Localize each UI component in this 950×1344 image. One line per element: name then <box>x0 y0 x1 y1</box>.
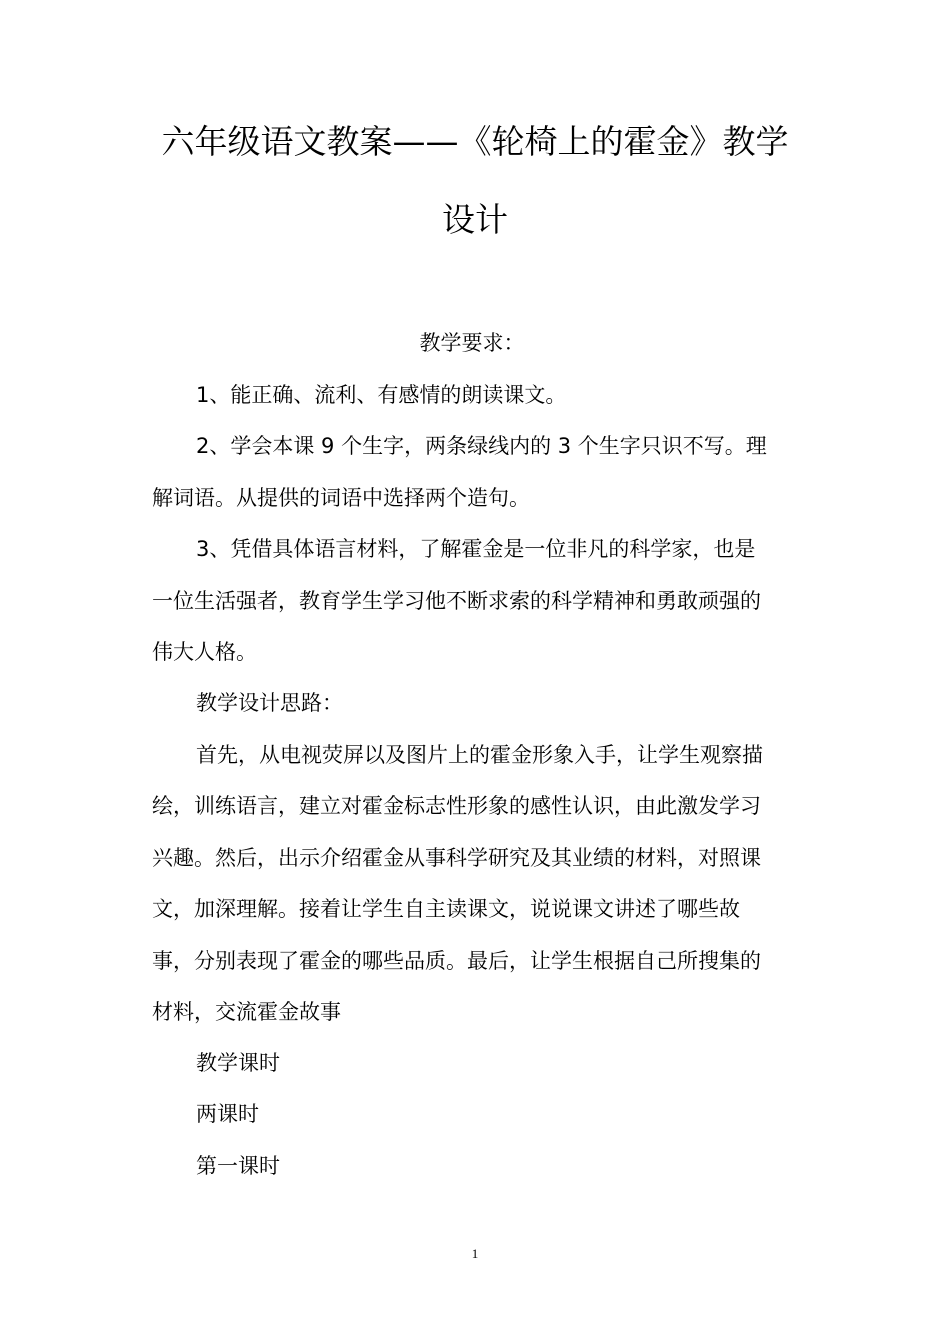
design-heading: 教学设计思路： <box>196 691 343 715</box>
design-paragraph-line: 事，分别表现了霍金的哪些品质。最后，让学生根据自己所搜集的 <box>152 949 761 973</box>
requirement-item-2-line-2: 解词语。从提供的词语中选择两个造句。 <box>152 486 530 510</box>
design-paragraph-line: 绘，训练语言，建立对霍金标志性形象的感性认识，由此激发学习 <box>152 794 761 818</box>
requirement-item-3-line-3: 伟大人格。 <box>152 640 257 664</box>
design-paragraph-line: 文，加深理解。接着让学生自主读课文，说说课文讲述了哪些故 <box>152 897 740 921</box>
requirement-item-1: 1、能正确、流利、有感情的朗读课文。 <box>196 383 567 407</box>
design-paragraph-line: 首先，从电视荧屏以及图片上的霍金形象入手，让学生观察描 <box>196 743 763 767</box>
lesson-hours-count: 两课时 <box>196 1102 259 1126</box>
design-paragraph-line: 材料，交流霍金故事 <box>152 1000 341 1024</box>
lesson-hours-heading: 教学课时 <box>196 1051 280 1075</box>
document-title-line-1: 六年级语文教案——《轮椅上的霍金》教学 <box>161 122 789 161</box>
document-title-line-2: 设计 <box>442 200 508 239</box>
requirements-heading: 教学要求： <box>419 331 525 355</box>
requirement-item-2-line-1: 2、学会本课 9 个生字，两条绿线内的 3 个生字只识不写。理 <box>196 434 767 458</box>
requirement-item-3-line-2: 一位生活强者，教育学生学习他不断求索的科学精神和勇敢顽强的 <box>152 589 761 613</box>
first-lesson-heading: 第一课时 <box>196 1154 280 1178</box>
design-paragraph-line: 兴趣。然后，出示介绍霍金从事科学研究及其业绩的材料，对照课 <box>152 846 761 870</box>
page-number: 1 <box>471 1246 479 1261</box>
requirement-item-3-line-1: 3、凭借具体语言材料，了解霍金是一位非凡的科学家，也是 <box>196 537 756 561</box>
